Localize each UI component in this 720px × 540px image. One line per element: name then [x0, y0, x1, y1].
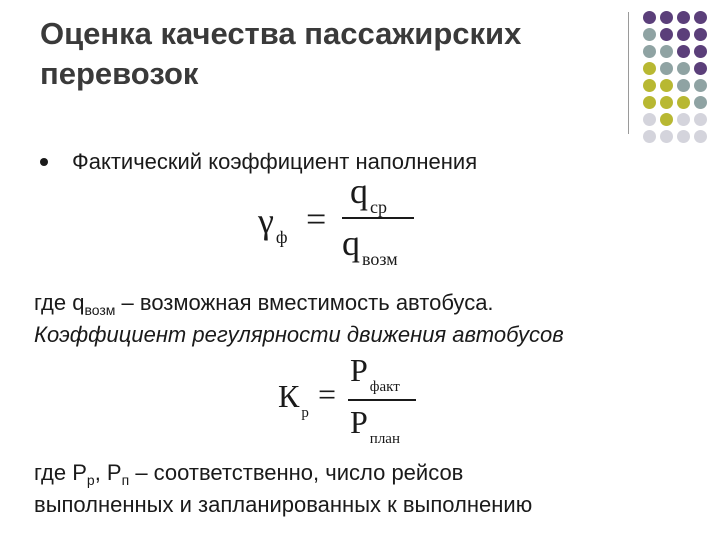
- decor-dot: [677, 62, 690, 75]
- formula-fill-factor: [258, 171, 428, 276]
- decor-dot: [643, 62, 656, 75]
- formula-den-sub: возм: [362, 249, 398, 269]
- decor-dot: [643, 11, 656, 24]
- formula-lhs-sub: р: [301, 405, 309, 421]
- decor-dot: [694, 130, 707, 143]
- decor-dot: [643, 28, 656, 41]
- decor-dot: [660, 79, 673, 92]
- decor-dot: [643, 113, 656, 126]
- fraction-bar: [342, 217, 414, 219]
- decor-dot: [694, 62, 707, 75]
- text-line-completed: выполненных и запланированных к выполнению: [34, 492, 533, 517]
- decor-dot: [677, 96, 690, 109]
- line-suffix: – возможная вместимость автобуса.: [115, 290, 494, 315]
- formula-num-sub: факт: [369, 379, 400, 395]
- formula-lhs-symbol: γ: [258, 201, 274, 241]
- decor-dot: [660, 96, 673, 109]
- line-prefix: где Р: [34, 460, 87, 485]
- formula-equals: =: [318, 376, 337, 412]
- decor-dot: [660, 11, 673, 24]
- line-sub-2: п: [121, 472, 130, 488]
- line-suffix: – соответственно, число рейсов: [129, 460, 464, 485]
- bullet-text: Фактический коэффициент наполнения: [72, 149, 478, 174]
- decor-dot: [677, 113, 690, 126]
- line-prefix: где q: [34, 290, 85, 315]
- decor-dot: [660, 113, 673, 126]
- formula-denominator: [342, 222, 398, 269]
- decor-dot: [694, 113, 707, 126]
- formula-den-sub: план: [369, 431, 400, 447]
- formula-num-symbol: Р: [350, 352, 368, 388]
- text-line-trips: [34, 458, 463, 490]
- decor-divider: [628, 12, 629, 134]
- decor-dot: [660, 62, 673, 75]
- decor-dot: [694, 45, 707, 58]
- line-mid: , Р: [94, 460, 122, 485]
- formula-num-symbol: q: [350, 171, 368, 211]
- formula-den-symbol: q: [342, 223, 360, 263]
- formula-equals: =: [306, 199, 327, 239]
- formula-numerator: [350, 352, 400, 395]
- formula-den-symbol: Р: [350, 404, 368, 440]
- formula-numerator: [350, 170, 387, 217]
- formula-denominator: [350, 404, 400, 447]
- formula-num-sub: ср: [370, 197, 387, 217]
- decor-dot: [677, 45, 690, 58]
- decor-dot: [660, 28, 673, 41]
- decor-dot: [694, 11, 707, 24]
- decor-dot: [677, 79, 690, 92]
- slide-title: Оценка качества пассажирских перевозок: [40, 16, 522, 91]
- decor-dot: [677, 11, 690, 24]
- decor-dot: [694, 28, 707, 41]
- decor-dot: [694, 96, 707, 109]
- decor-dot: [694, 79, 707, 92]
- bullet-icon: [40, 158, 48, 166]
- decor-dot: [643, 45, 656, 58]
- decor-dot: [677, 28, 690, 41]
- decor-dot: [677, 130, 690, 143]
- decor-dot: [643, 79, 656, 92]
- decor-dot: [643, 130, 656, 143]
- formula-regularity: [278, 352, 438, 451]
- fraction-bar: [348, 399, 416, 401]
- formula-lhs-symbol: К: [278, 378, 300, 414]
- formula-lhs: [278, 378, 309, 421]
- line-sub: возм: [84, 302, 116, 318]
- decor-dot: [660, 45, 673, 58]
- decor-dot: [660, 130, 673, 143]
- text-line-regularity: Коэффициент регулярности движения автобусов: [34, 322, 564, 347]
- formula-lhs: [258, 200, 288, 247]
- line-sub-1: р: [86, 472, 95, 488]
- decor-dot: [643, 96, 656, 109]
- formula-lhs-sub: ф: [275, 227, 288, 247]
- text-line-capacity: [34, 288, 494, 320]
